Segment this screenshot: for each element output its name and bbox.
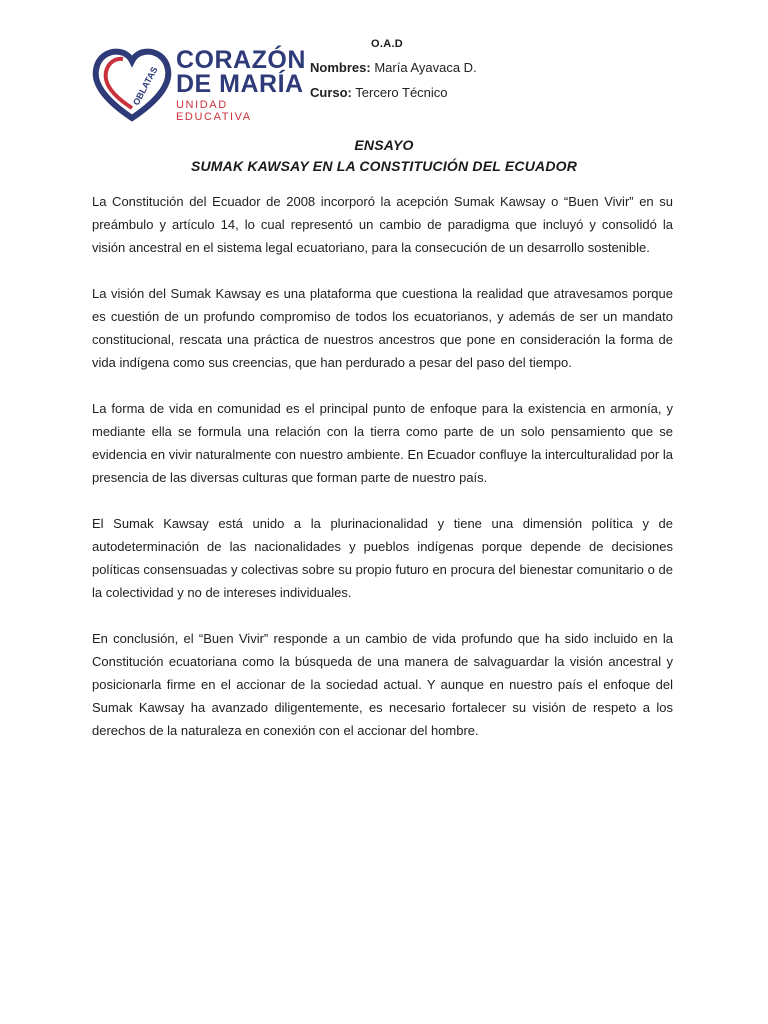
heart-logo-icon: [92, 48, 172, 122]
paragraph-2: La visión del Sumak Kawsay es una plataforma que cuestiona la realidad que atravesamos porque es cuestión de un profundo compromiso de todos los ecuatorianos, y además de ser un mandato constitucional, rescata una práctica de nuestros ancestros que pone en consideración la forma de vida indígena como sus creencias, que han perdurado a pesar del paso del tiempo.: [92, 286, 673, 370]
course-value: Tercero Técnico: [355, 85, 448, 100]
school-logo: [92, 44, 306, 123]
course-label: Curso:: [310, 85, 352, 100]
oad-label: O.A.D: [371, 38, 404, 50]
paragraph-5: En conclusión, el “Buen Vivir” responde a un cambio de vida profundo que ha sido incluido en la Constitución ecuatoriana como la búsqueda de una manera de salvaguardar la visión ancestral y posicionarla firme en el accionar de la sociedad actual. Y aunque en nuestro país el enfoque del Sumak Kawsay ha avanzado diligentemente, es necesario fortalecer su visión de respeto a los derechos de la naturaleza en conexión con el accionar del hombre.: [92, 631, 673, 738]
logo-line-3: UNIDAD EDUCATIVA: [176, 99, 252, 123]
document-title: ENSAYO: [354, 137, 414, 153]
paragraph-3: La forma de vida en comunidad es el principal punto de enfoque para la existencia en armonía, y mediante ella se formula una relación con la tierra como parte de un solo pensamiento que se evidencia en vivir naturalmente con nuestro ambiente. En Ecuador confluye la interculturalidad por la presencia de las diversas culturas que forman parte de nuestro país.: [92, 401, 673, 485]
paragraph-1: La Constitución del Ecuador de 2008 incorporó la acepción Sumak Kawsay o “Buen Vivir” en su preámbulo y artículo 14, lo cual representó un cambio de paradigma que incluyó y consolidó la visión ancestral en el sistema legal ecuatoriano, para la consecución de un desarrollo sostenible.: [92, 194, 673, 255]
paragraph-4: El Sumak Kawsay está unido a la plurinacionalidad y tiene una dimensión política y de autodeterminación de las nacionalidades y pueblos indígenas porque depende de decisiones políticas consensuadas y colectivas sobre su propio futuro en procura del bienestar comunitario o de la colectividad y no de intereses individuales.: [92, 516, 673, 600]
logo-line-2: DE MARÍA: [176, 70, 304, 98]
essay-body: [92, 190, 673, 765]
logo-badge-text: OBLATAS: [130, 65, 160, 107]
student-name-row: [310, 60, 477, 75]
course-row: [310, 85, 448, 100]
document-subtitle: SUMAK KAWSAY EN LA CONSTITUCIÓN DEL ECUADOR: [190, 158, 578, 174]
logo-line-1: CORAZÓN: [176, 46, 306, 74]
name-label: Nombres:: [310, 60, 371, 75]
name-value: María Ayavaca D.: [374, 60, 477, 75]
